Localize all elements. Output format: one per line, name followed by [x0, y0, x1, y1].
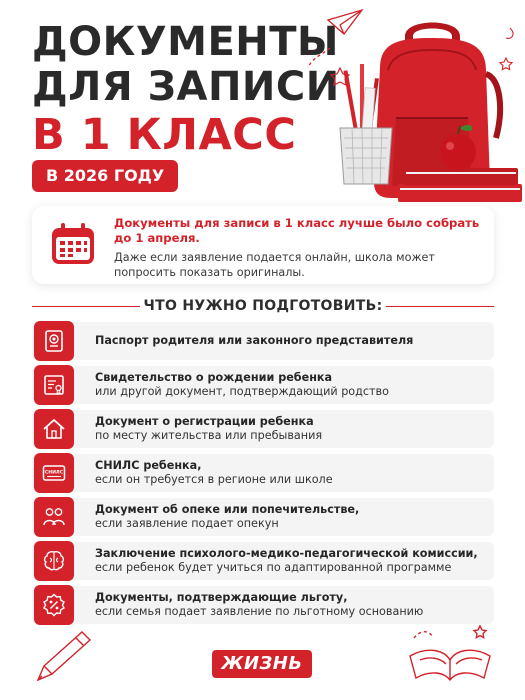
passport-icon [41, 328, 67, 354]
item-subtitle: или другой документ, подтверждающий родство [95, 385, 389, 398]
info-icon-box [48, 220, 98, 270]
item-icon-box [34, 541, 74, 581]
item-icon-box [34, 321, 74, 361]
item-title: СНИЛС ребенка, [95, 459, 202, 472]
info-body: Даже если заявление подается онлайн, школа может попросить показать оригиналы. [114, 251, 435, 279]
certificate-icon [41, 372, 67, 398]
paper-plane-icon [308, 10, 362, 68]
title-line-1: ДОКУМЕНТЫ [32, 19, 339, 65]
list-item [32, 498, 494, 536]
star-icon [500, 58, 512, 70]
item-title: Документ о регистрации ребенка [95, 415, 314, 428]
calendar-icon [48, 220, 98, 270]
item-icon-box [34, 365, 74, 405]
school-backpack-illustration [300, 8, 525, 203]
list-item [32, 454, 494, 492]
snils-card-icon [41, 460, 67, 486]
item-subtitle: по месту жительства или пребывания [95, 429, 323, 442]
info-headline: Документы для записи в 1 класс лучше было собрать до 1 апреля. [114, 216, 480, 245]
info-card [32, 206, 494, 284]
item-title: Заключение психолого-медико-педагогической комиссии, [95, 547, 478, 560]
item-subtitle: если заявление подает опекун [95, 517, 279, 530]
item-subtitle: если ребенок будет учиться по адаптированной программе [95, 561, 452, 574]
divider-left [32, 306, 140, 307]
divider-right [386, 306, 494, 307]
item-title: Свидетельство о рождении ребенка [95, 371, 333, 384]
brand-logo: ЖИЗНЬ [212, 650, 312, 678]
page-title [32, 20, 340, 160]
item-icon-box [34, 409, 74, 449]
item-title: Документ об опеке или попечительстве, [95, 503, 360, 516]
pencil-icon [30, 626, 110, 686]
list-item [32, 410, 494, 448]
item-icon-box [34, 585, 74, 625]
item-icon-box [34, 453, 74, 493]
list-item [32, 322, 494, 360]
title-line-3: В 1 КЛАСС [32, 110, 297, 160]
item-icon-box [34, 497, 74, 537]
discount-badge-icon [41, 592, 67, 618]
item-title: Документы, подтверждающие льготу, [95, 591, 348, 604]
open-book-icon [400, 616, 500, 686]
item-subtitle: если он требуется в регионе или школе [95, 473, 333, 486]
hero-section [0, 0, 525, 200]
item-title: Паспорт родителя или законного представителя [95, 334, 414, 347]
title-line-2: ДЛЯ ЗАПИСИ [32, 64, 340, 110]
documents-list [32, 322, 494, 630]
section-heading [32, 296, 494, 316]
books-icon [398, 168, 522, 202]
svg-text:СНИЛС: СНИЛС [44, 470, 64, 476]
year-badge: В 2026 ГОДУ [32, 160, 178, 192]
list-item [32, 542, 494, 580]
list-item [32, 366, 494, 404]
item-subtitle: если семья подает заявление по льготному основанию [95, 605, 424, 618]
section-heading-text: ЧТО НУЖНО ПОДГОТОВИТЬ: [143, 298, 383, 314]
brain-icon [41, 548, 67, 574]
guardians-icon [41, 504, 67, 530]
house-icon [41, 416, 67, 442]
